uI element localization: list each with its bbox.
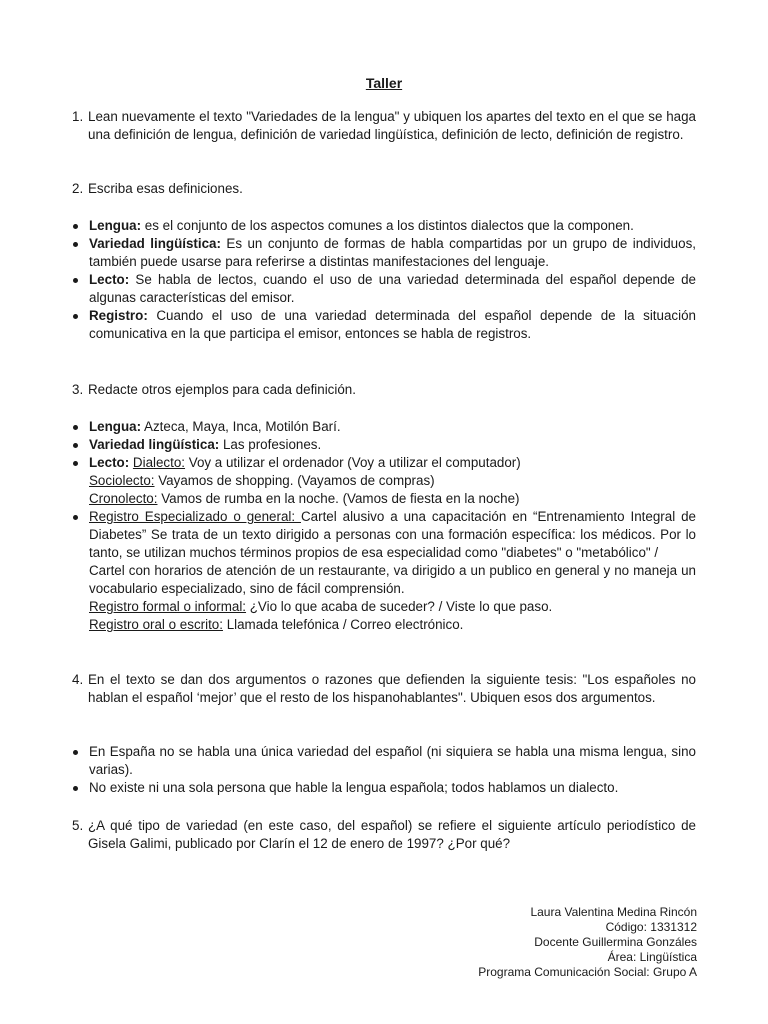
- example-item-variedad: [72, 436, 696, 454]
- formal-text: ¿Vio lo que acaba de suceder? / Viste lo que paso.: [246, 599, 553, 614]
- especializado-text: Cartel alusivo a una capacitación en “Entrenamiento Integral de Diabetes” Se trata de un texto dirigido a personas con una formación específica: los médicos. Por lo tanto, se utilizan muchos términos propios de esa especialidad como "diabetes" o "metabólico" /: [89, 509, 696, 560]
- oral-text: Llamada telefónica / Correo electrónico.: [222, 617, 464, 632]
- definition-term: Lecto:: [89, 272, 130, 287]
- especializado-block: [89, 508, 696, 562]
- question-number: 4.: [72, 672, 84, 687]
- definition-text: Cuando el uso de una variedad determinada del español depende de la situación comunicativa en la que participa el emisor, entonces se habla de registros.: [89, 308, 696, 341]
- formal-label: Registro formal o informal:: [89, 599, 247, 614]
- example-item-lecto: [72, 454, 696, 508]
- document-title: Taller: [365, 75, 403, 91]
- definition-item-variedad: [72, 235, 696, 271]
- signature-block: [478, 905, 697, 980]
- cartel-block: Cartel con horarios de atención de un restaurante, va dirigido a un publico en general y no maneja un vocabulario especializado, sino de fácil comprensión.: [89, 563, 696, 596]
- oral-line: [89, 616, 696, 634]
- question-text: Redacte otros ejemplos para cada definición.: [88, 382, 356, 397]
- example-term: Variedad lingüística:: [89, 437, 220, 452]
- question-text: Lean nuevamente el texto "Variedades de la lengua" y ubiquen los apartes del texto en el que se haga una definición de lengua, definición de variedad lingüística, definición de lecto, definición de registro.: [88, 109, 696, 142]
- definition-term: Registro:: [89, 308, 148, 323]
- definition-term: Variedad lingüística:: [89, 236, 221, 251]
- definition-term: Lengua:: [89, 218, 142, 233]
- sociolecto-line: [89, 472, 696, 490]
- dialecto-text: Voy a utilizar el ordenador (Voy a utilizar el computador): [185, 455, 521, 470]
- cronolecto-label: Cronolecto:: [89, 491, 158, 506]
- definitions-list: [72, 217, 696, 343]
- cronolecto-text: Vamos de rumba en la noche. (Vamos de fiesta en la noche): [157, 491, 520, 506]
- sociolecto-text: Vayamos de shopping. (Vayamos de compras): [154, 473, 435, 488]
- dialecto-label: Dialecto:: [132, 455, 186, 470]
- argument-item: En España no se habla una única variedad del español (ni siquiera se habla una misma lengua, sino varias).: [72, 743, 696, 779]
- example-term: Lengua:: [89, 419, 142, 434]
- examples-list: [72, 418, 696, 634]
- example-item-registro: [72, 508, 696, 634]
- arguments-list: [72, 743, 696, 797]
- question-text: Escriba esas definiciones.: [88, 181, 243, 196]
- definition-text: es el conjunto de los aspectos comunes a los distintos dialectos que la componen.: [141, 218, 634, 233]
- sociolecto-label: Sociolecto:: [89, 473, 155, 488]
- student-code: Código: 1331312: [605, 920, 697, 934]
- definition-text: Es un conjunto de formas de habla compartidas por un grupo de individuos, también puede usarse para referirse a distintas manifestaciones del lenguaje.: [89, 236, 696, 269]
- question-text: En el texto se dan dos argumentos o razones que defienden la siguiente tesis: "Los españoles no hablan el español ‘mejor’ que el resto de los hispanohablantes". Ubiquen esos dos argumentos.: [88, 672, 696, 705]
- program-group: Programa Comunicación Social: Grupo A: [478, 965, 697, 979]
- question-2: [72, 180, 696, 198]
- example-text: Las profesiones.: [219, 437, 322, 452]
- example-text: Azteca, Maya, Inca, Motilón Barí.: [141, 419, 341, 434]
- definition-item-lecto: [72, 271, 696, 307]
- question-5: [72, 817, 696, 853]
- teacher-name: Docente Guillermina Gonzáles: [534, 935, 697, 949]
- question-number: 5.: [72, 818, 84, 833]
- argument-item: No existe ni una sola persona que hable la lengua española; todos hablamos un dialecto.: [72, 779, 696, 797]
- subject-area: Área: Lingüística: [607, 950, 697, 964]
- question-text: ¿A qué tipo de variedad (en este caso, del español) se refiere el siguiente artículo periodístico de Gisela Galimi, publicado por Clarín el 12 de enero de 1997? ¿Por qué?: [88, 818, 696, 851]
- question-number: 3.: [72, 382, 84, 397]
- example-item-lengua: [72, 418, 696, 436]
- question-3: [72, 381, 696, 399]
- question-number: 2.: [72, 181, 84, 196]
- question-1: [72, 108, 696, 144]
- definition-text: Se habla de lectos, cuando el uso de una variedad determinada del español depende de algunas características del emisor.: [89, 272, 696, 305]
- question-4: [72, 671, 696, 707]
- student-name: Laura Valentina Medina Rincón: [530, 905, 697, 919]
- formal-line: [89, 598, 696, 616]
- example-term: Lecto:: [89, 455, 130, 470]
- definition-item-lengua: [72, 217, 696, 235]
- cronolecto-line: [89, 490, 696, 508]
- especializado-label: Registro Especializado o general:: [89, 509, 301, 524]
- dialecto-line: [89, 454, 696, 472]
- oral-label: Registro oral o escrito:: [89, 617, 223, 632]
- question-number: 1.: [72, 109, 84, 124]
- definition-item-registro: [72, 307, 696, 343]
